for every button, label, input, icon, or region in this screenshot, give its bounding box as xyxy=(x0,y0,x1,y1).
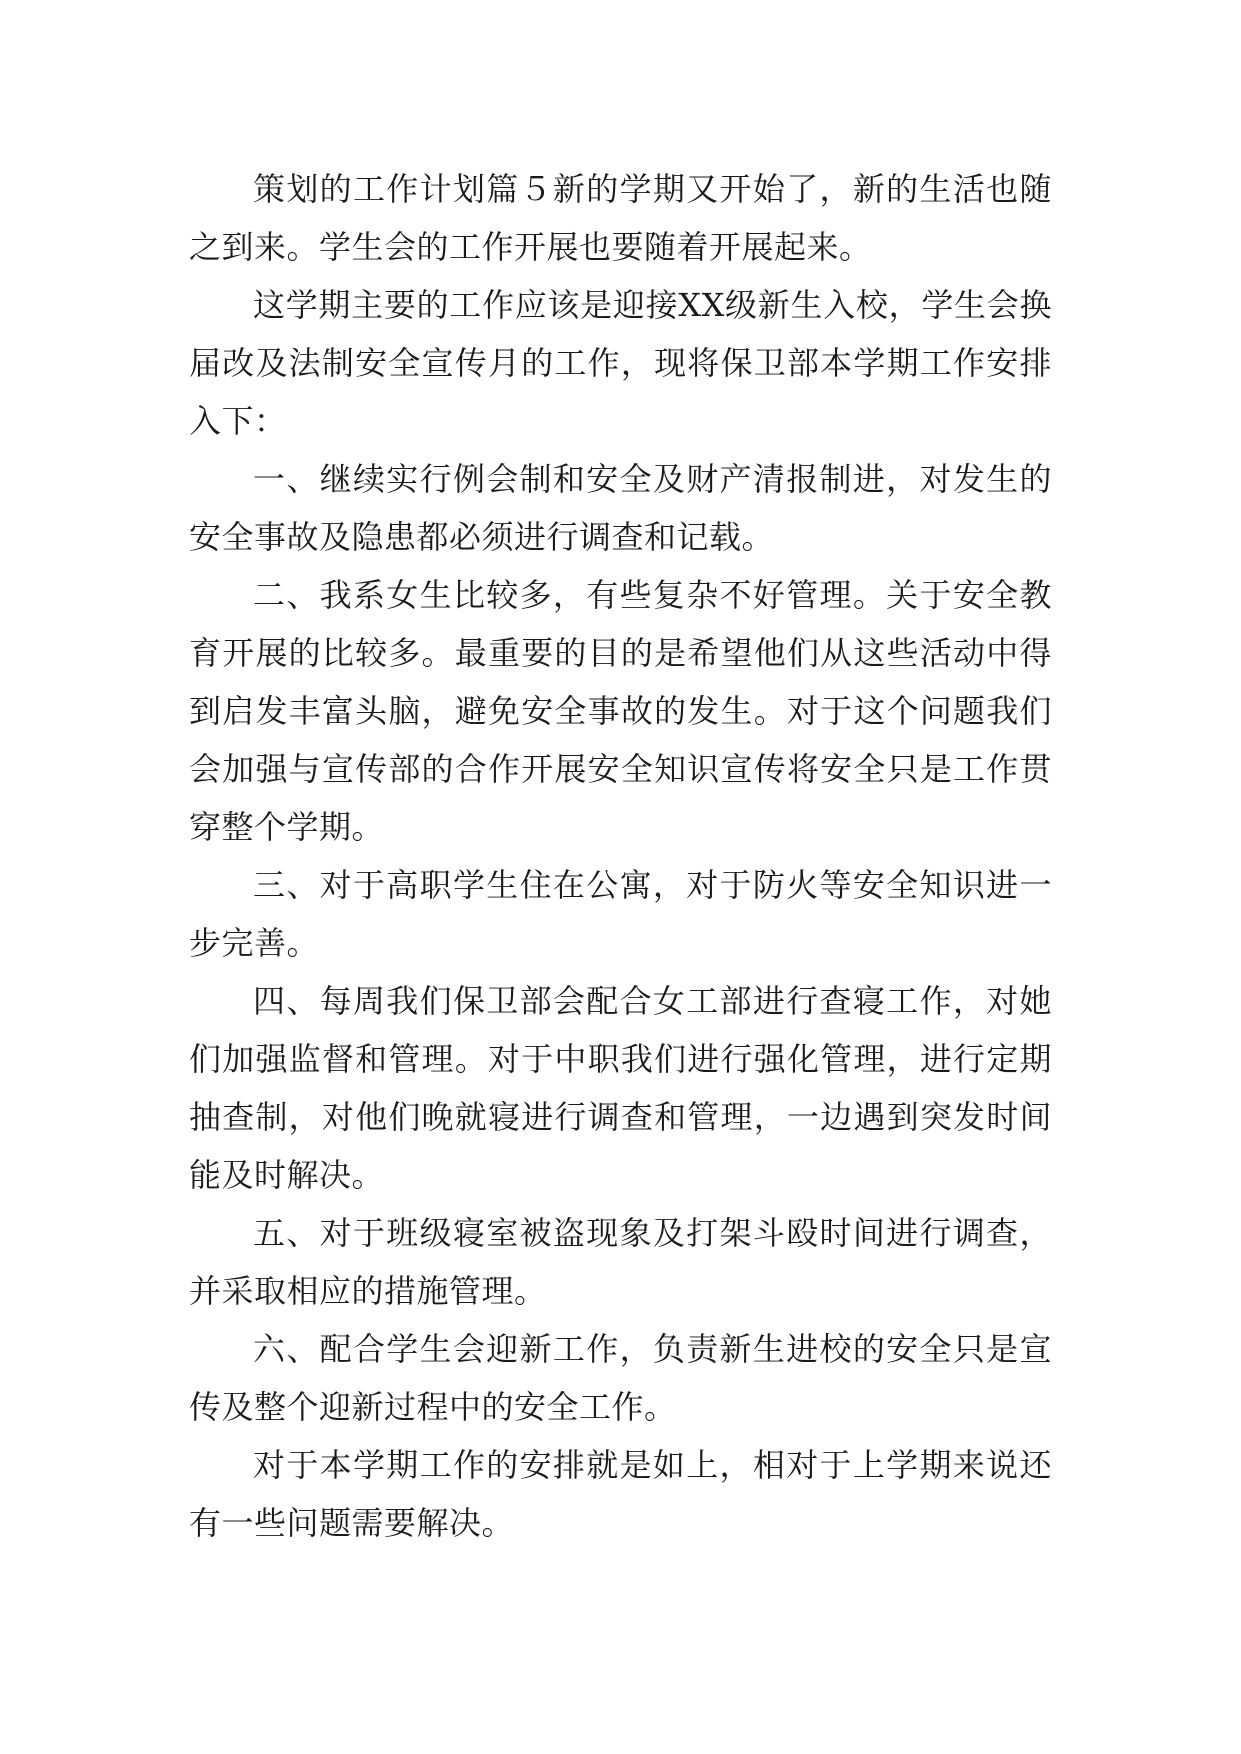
paragraph-item-5: 五、对于班级寝室被盗现象及打架斗殴时间进行调查，并采取相应的措施管理。 xyxy=(189,1214,1052,1310)
paragraph-item-1: 一、继续实行例会制和安全及财产清报制进，对发生的安全事故及隐患都必须进行调查和记载。 xyxy=(189,460,1052,556)
document-body xyxy=(189,160,1052,1552)
paragraph-item-6: 六、配合学生会迎新工作，负责新生进校的安全只是宣传及整个迎新过程中的安全工作。 xyxy=(189,1330,1052,1426)
paragraph-item-4: 四、每周我们保卫部会配合女工部进行查寝工作，对她们加强监督和管理。对于中职我们进行强化管理，进行定期抽查制，对他们晚就寝进行调查和管理，一边遇到突发时间能及时解决。 xyxy=(189,982,1052,1194)
paragraph-conclusion: 对于本学期工作的安排就是如上，相对于上学期来说还有一些问题需要解决。 xyxy=(189,1446,1052,1542)
paragraph-main-work: 这学期主要的工作应该是迎接XX级新生入校，学生会换届改及法制安全宣传月的工作，现将保卫部本学期工作安排入下： xyxy=(189,286,1052,440)
paragraph-item-3: 三、对于高职学生住在公寓，对于防火等安全知识进一步完善。 xyxy=(189,866,1052,962)
paragraph-item-2: 二、我系女生比较多，有些复杂不好管理。关于安全教育开展的比较多。最重要的目的是希望他们从这些活动中得到启发丰富头脑，避免安全事故的发生。对于这个问题我们会加强与宣传部的合作开展安全知识宣传将安全只是工作贯穿整个学期。 xyxy=(189,576,1052,846)
paragraph-intro: 策划的工作计划篇５新的学期又开始了，新的生活也随之到来。学生会的工作开展也要随着开展起来。 xyxy=(189,170,1052,266)
